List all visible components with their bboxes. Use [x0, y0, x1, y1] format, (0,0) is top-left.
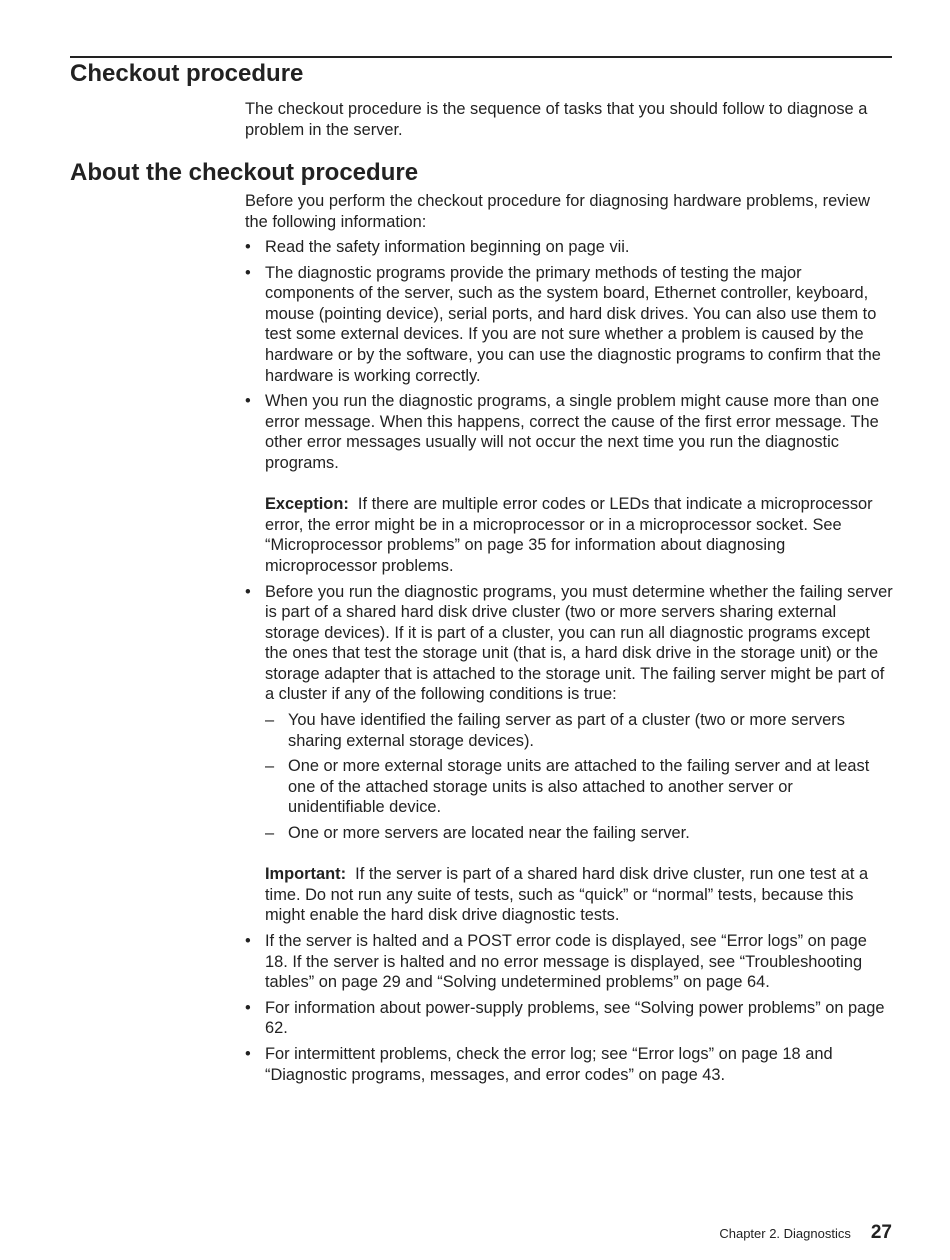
- bullet-list: [245, 237, 893, 1090]
- page-number: 27: [870, 1222, 892, 1243]
- bullet-text: Read the safety information beginning on page vii.: [265, 238, 630, 256]
- note-label: Important:: [265, 865, 347, 884]
- dash-marker: –: [265, 757, 275, 776]
- bullet-marker: •: [245, 932, 251, 950]
- note-label: Exception:: [265, 495, 349, 514]
- note-text: If the server is part of a shared hard disk drive cluster, run one test at a time. Do not run any suite of tests, such as “quick” or “normal” tests, because this might enable the hard disk drive diagnostic tests.: [265, 865, 869, 925]
- sub-item: [265, 756, 893, 818]
- section-title: Checkout procedure: [70, 60, 304, 87]
- sub-list: [265, 710, 893, 844]
- bullet-item: [245, 391, 893, 576]
- bullet-marker: •: [245, 263, 251, 282]
- subsection-title: About the checkout procedure: [70, 159, 419, 186]
- bullet-text: The diagnostic programs provide the primary methods of testing the major components of the server, such as the system board, Ethernet controller, keyboard, mouse (pointing device), serial ports, and hard disk drives. You can also use them to test some external devices. If you are not sure whether a problem is caused by the hardware or by the software, you can use the diagnostic programs to confirm that the hardware is working correctly.: [265, 263, 881, 385]
- bullet-text: For intermittent problems, check the error log; see “Error logs” on page 18 and “Diagnostic programs, messages, and error codes” on page 43.: [265, 1044, 833, 1084]
- important-note: [265, 864, 893, 926]
- sub-item-text: One or more servers are located near the failing server.: [288, 824, 690, 843]
- bullet-item: [245, 998, 893, 1039]
- bullet-text: For information about power-supply problems, see “Solving power problems” on page 62.: [265, 998, 885, 1038]
- dash-marker: –: [265, 824, 275, 843]
- note-text: If there are multiple error codes or LEDs that indicate a microprocessor error, the error might be in a microprocessor or in a microprocessor socket. See “Microprocessor problems” on page 35 for information about diagnosing microprocessor problems.: [265, 495, 873, 575]
- sub-item: [265, 823, 893, 844]
- sub-item-text: You have identified the failing server as part of a cluster (two or more servers sharing external storage devices).: [288, 711, 845, 750]
- bullet-marker: •: [245, 238, 251, 256]
- header-rule: [70, 56, 892, 58]
- section-intro: The checkout procedure is the sequence of tasks that you should follow to diagnose a problem in the server.: [245, 100, 868, 139]
- subsection-intro: Before you perform the checkout procedure for diagnosing hardware problems, review the following information:: [245, 192, 870, 231]
- bullet-item: [245, 1044, 893, 1085]
- exception-note: [265, 494, 893, 576]
- bullet-text: If the server is halted and a POST error code is displayed, see “Error logs” on page 18. If the server is halted and no error message is displayed, see “Troubleshooting tables” on page 29 and “Solving undetermined problems” on page 64.: [265, 932, 867, 992]
- bullet-text: Before you run the diagnostic programs, you must determine whether the failing server is part of a shared hard disk drive cluster (two or more servers sharing external storage devices). If it is part of a cluster, you can run all diagnostic programs except the ones that test the storage unit (that is, a hard disk drive in the storage unit) or the storage adapter that is attached to the storage unit. The failing server might be part of a cluster if any of the following conditions is true:: [265, 582, 893, 704]
- bullet-item: [245, 582, 893, 927]
- bullet-marker: •: [245, 582, 251, 601]
- dash-marker: –: [265, 711, 275, 730]
- bullet-item: [245, 263, 893, 387]
- sub-item-text: One or more external storage units are attached to the failing server and at least one of the attached storage units is also attached to another server or unidentifiable device.: [288, 757, 870, 817]
- bullet-item: [245, 237, 893, 258]
- bullet-marker: •: [245, 392, 251, 411]
- chapter-label: Chapter 2. Diagnostics: [719, 1226, 851, 1241]
- sub-item: [265, 710, 893, 751]
- bullet-marker: •: [245, 998, 251, 1017]
- bullet-text: When you run the diagnostic programs, a single problem might cause more than one error message. When this happens, correct the cause of the first error message. The other error messages usually will not occur the next time you run the diagnostic programs.: [265, 392, 880, 472]
- bullet-item: [245, 931, 893, 993]
- bullet-marker: •: [245, 1044, 251, 1063]
- page-footer: [719, 1222, 892, 1244]
